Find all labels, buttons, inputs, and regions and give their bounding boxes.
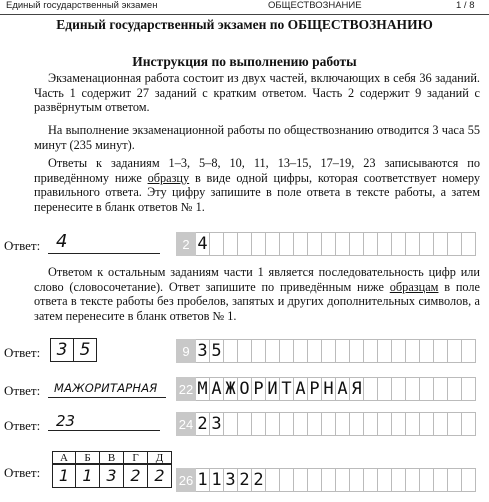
answer-strip-5 xyxy=(176,468,484,492)
answer-cell xyxy=(392,339,406,363)
answer-cell xyxy=(434,412,448,436)
answer-cell xyxy=(280,412,294,436)
answer-cell: Р xyxy=(308,377,322,401)
answer-cell: Я xyxy=(350,377,364,401)
answer-cell xyxy=(420,232,434,256)
handwritten-answer: МАЖОРИТАРНАЯ xyxy=(54,381,158,395)
answer-line xyxy=(48,231,160,254)
page-title: Единый государственный экзамен по ОБЩЕСТВОЗНАНИЮ xyxy=(56,17,433,32)
letter-cell: Д xyxy=(148,451,172,464)
paragraph-text xyxy=(34,156,480,214)
answer-cell: Т xyxy=(280,377,294,401)
letter-cell: А xyxy=(52,451,76,464)
answer-cell xyxy=(210,232,224,256)
answer-cell: 5 xyxy=(210,339,224,363)
text-part: Ответы к заданиям 1–3, 5–8, 10, 11, 13–15, 17–19, 23 записываются по приведённому ниже xyxy=(34,156,480,185)
answer-cell: 4 xyxy=(196,232,210,256)
instruction-paragraph-1 xyxy=(34,71,480,115)
handwritten-cell: 5 xyxy=(73,338,97,362)
page-header xyxy=(0,0,489,15)
answer-cell xyxy=(336,468,350,492)
answer-cell xyxy=(308,468,322,492)
task-number: 2 xyxy=(176,232,196,256)
handwritten-cell: 3 xyxy=(50,338,74,362)
letters-header-row xyxy=(52,451,172,464)
answer-cell xyxy=(322,232,336,256)
answer-cell: 1 xyxy=(210,468,224,492)
instruction-paragraph-3 xyxy=(34,156,480,214)
answer-cell xyxy=(448,412,462,436)
answer-cell xyxy=(406,412,420,436)
answer-cell: А xyxy=(336,377,350,401)
answer-cell xyxy=(364,339,378,363)
answer-cell: А xyxy=(210,377,224,401)
letter-cell: В xyxy=(100,451,124,464)
answer-cell xyxy=(266,339,280,363)
answer-cell xyxy=(392,468,406,492)
answer-cell xyxy=(434,339,448,363)
answer-cell xyxy=(378,339,392,363)
handwritten-cell: 3 xyxy=(100,464,124,488)
task-number: 9 xyxy=(176,339,196,363)
handwritten-cell: 1 xyxy=(76,464,100,488)
answer-cell: М xyxy=(196,377,210,401)
answer-cell xyxy=(364,232,378,256)
answer-cell xyxy=(224,232,238,256)
answer-cell xyxy=(392,412,406,436)
answer-cell: 2 xyxy=(238,468,252,492)
task-number: 26 xyxy=(176,468,196,492)
page-number: 1 / 8 xyxy=(456,0,475,11)
answer-cell xyxy=(252,232,266,256)
answer-cell xyxy=(462,377,476,401)
answer-cell xyxy=(336,412,350,436)
underlined-text: образцу xyxy=(147,170,190,185)
handwritten-cell: 2 xyxy=(124,464,148,488)
answer-cell xyxy=(434,232,448,256)
text-part: Ответом к остальным заданиям части 1 является последовательность цифр или слово (словосочетание). Ответ запишите по приведённым ниже xyxy=(34,265,480,294)
task-number: 24 xyxy=(176,412,196,436)
answer-cell: А xyxy=(294,377,308,401)
answer-cell xyxy=(448,377,462,401)
answer-cell: Н xyxy=(322,377,336,401)
task-number: 22 xyxy=(176,377,196,401)
letter-cell: Г xyxy=(124,451,148,464)
answer-cell: 1 xyxy=(196,468,210,492)
answer-cell xyxy=(392,377,406,401)
answer-cell xyxy=(266,232,280,256)
answer-cell xyxy=(308,232,322,256)
answer-cell xyxy=(322,339,336,363)
answer-cell xyxy=(378,468,392,492)
answer-cell xyxy=(448,468,462,492)
answer-cell: Ж xyxy=(224,377,238,401)
answer-cell: 3 xyxy=(210,412,224,436)
answer-cell xyxy=(364,468,378,492)
answer-cell xyxy=(336,232,350,256)
answer-cell xyxy=(238,232,252,256)
answer-cell xyxy=(462,339,476,363)
paragraph-text xyxy=(34,265,480,323)
answer-cell xyxy=(238,339,252,363)
answer-cell xyxy=(420,339,434,363)
answer-line xyxy=(48,379,166,398)
answer-label: Ответ: xyxy=(4,345,41,360)
instruction-paragraph-2 xyxy=(34,123,480,152)
answer-cell xyxy=(378,232,392,256)
answer-cell xyxy=(420,468,434,492)
answer-cell xyxy=(378,412,392,436)
handwritten-answer: 4 xyxy=(56,231,68,252)
handwritten-answer: 23 xyxy=(56,412,76,430)
answer-cell xyxy=(294,339,308,363)
answer-cell xyxy=(266,412,280,436)
paragraph-text: Экзаменационная работа состоит из двух частей, включающих в себя 36 заданий. Часть 1 содержит 27 заданий с кратким ответом. Часть 2 содержит 9 заданий с развёрнутым ответом. xyxy=(34,71,480,115)
answer-cell xyxy=(448,339,462,363)
handwritten-cell: 2 xyxy=(148,464,172,488)
answer-cell xyxy=(294,232,308,256)
header-subject: ОБЩЕСТВОЗНАНИЕ xyxy=(268,0,362,11)
answer-cell xyxy=(224,412,238,436)
header-exam: Единый государственный экзамен xyxy=(6,0,158,11)
letter-cell: Б xyxy=(76,451,100,464)
answer-cell xyxy=(350,339,364,363)
answer-label: Ответ: xyxy=(4,418,41,433)
answer-label: Ответ: xyxy=(4,238,41,253)
answer-cell xyxy=(462,412,476,436)
answer-strip-2 xyxy=(176,339,484,363)
paragraph-text: На выполнение экзаменационной работы по обществознанию отводится 3 часа 55 минут (235 минут). xyxy=(34,123,480,152)
answer-cell xyxy=(406,468,420,492)
underlined-text: образцам xyxy=(389,279,439,294)
answer-cell xyxy=(294,412,308,436)
answer-cell xyxy=(336,339,350,363)
answer-cell xyxy=(434,468,448,492)
answer-cell xyxy=(308,412,322,436)
answer-cell xyxy=(224,339,238,363)
answer-cell xyxy=(252,339,266,363)
answer-cell: 3 xyxy=(224,468,238,492)
answer-cell xyxy=(462,468,476,492)
answer-cell xyxy=(294,468,308,492)
answer-strip-3 xyxy=(176,377,484,401)
answer-cell: О xyxy=(238,377,252,401)
answer-cell xyxy=(406,377,420,401)
answer-cell xyxy=(350,232,364,256)
answer-cell xyxy=(406,339,420,363)
answer-cell xyxy=(448,232,462,256)
answer-cell xyxy=(252,412,266,436)
text-part: в поле ответа в тексте работы без пробелов, запятых и других дополнительных символов, а затем перенесите в бланк ответов № 1. xyxy=(34,279,480,323)
answer-cell: 2 xyxy=(252,468,266,492)
answer-cell xyxy=(280,468,294,492)
answer-cell xyxy=(238,412,252,436)
answer-cell xyxy=(280,232,294,256)
answer-cell xyxy=(462,232,476,256)
answer-cell xyxy=(322,412,336,436)
instruction-title: Инструкция по выполнению работы xyxy=(132,54,357,69)
answer-cell xyxy=(280,339,294,363)
answer-cell xyxy=(420,377,434,401)
answer-cell xyxy=(322,468,336,492)
answer-cell: 3 xyxy=(196,339,210,363)
answer-cell xyxy=(364,377,378,401)
answer-cell xyxy=(378,377,392,401)
answer-label: Ответ: xyxy=(4,465,41,480)
answer-cell: 2 xyxy=(196,412,210,436)
answer-cell xyxy=(350,468,364,492)
answer-line xyxy=(48,412,160,431)
answer-strip-4 xyxy=(176,412,484,436)
text-part: в виде одной цифры, которая соответствует номеру правильного ответа. Эту цифру запишите в поле ответа в тексте работы, а затем перенесите в бланк ответов № 1. xyxy=(34,170,480,214)
answer-cell xyxy=(350,412,364,436)
answer-cell xyxy=(406,232,420,256)
answer-strip-1 xyxy=(176,232,484,256)
answer-cell xyxy=(392,232,406,256)
letters-answer-row xyxy=(52,464,172,488)
answer-label: Ответ: xyxy=(4,383,41,398)
answer-cell xyxy=(434,377,448,401)
answer-cell xyxy=(364,412,378,436)
answer-cell: Р xyxy=(252,377,266,401)
handwritten-cell: 1 xyxy=(52,464,76,488)
answer-cell xyxy=(266,468,280,492)
answer-cell: И xyxy=(266,377,280,401)
instruction-paragraph-4 xyxy=(34,265,480,323)
answer-cell xyxy=(308,339,322,363)
answer-cell xyxy=(420,412,434,436)
